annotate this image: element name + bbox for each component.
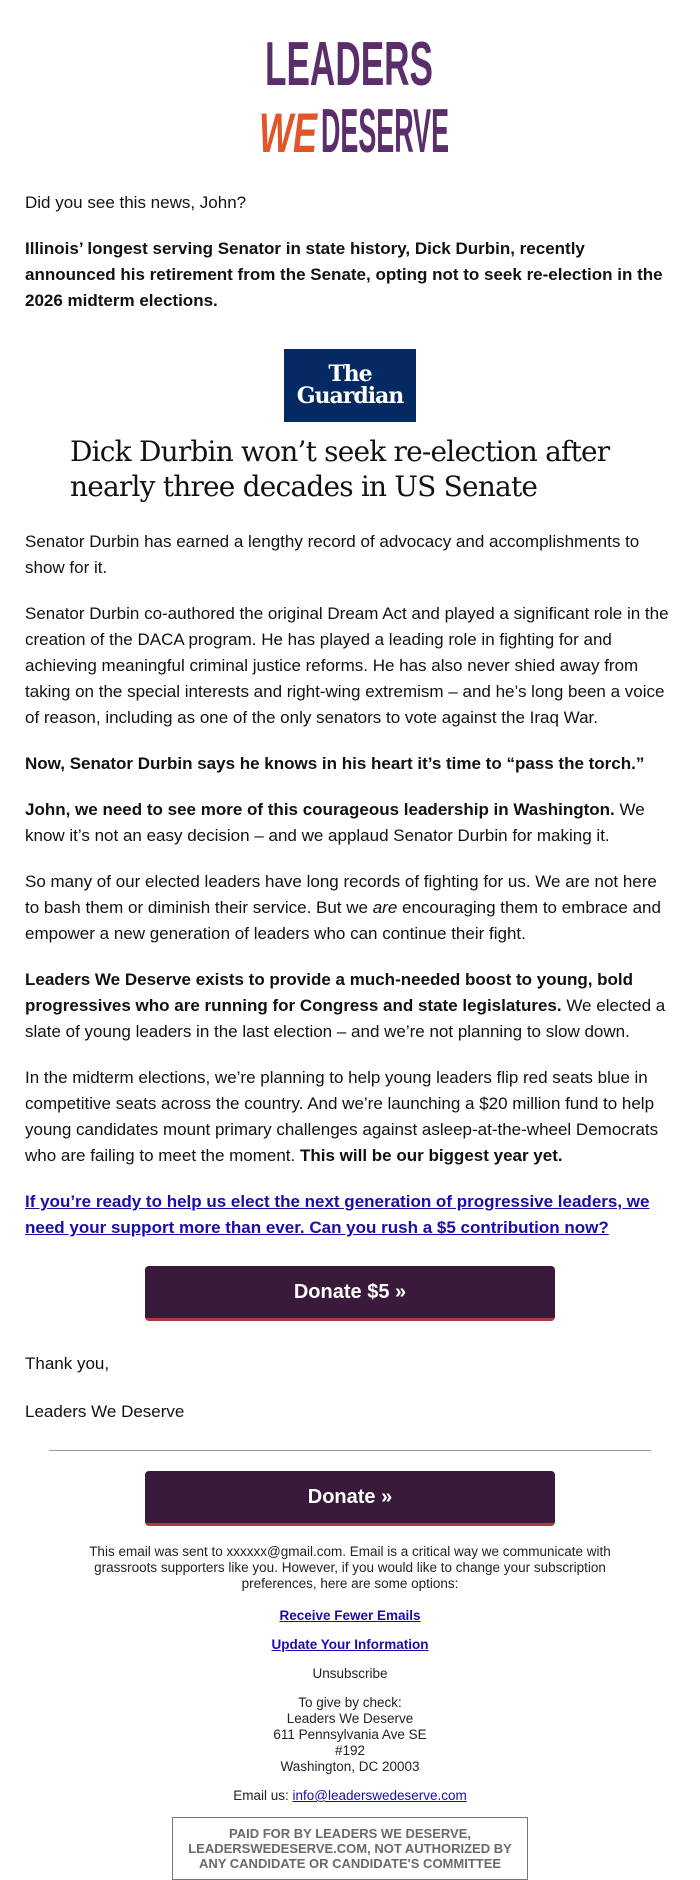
unsubscribe-link[interactable]: Unsubscribe [312, 1666, 388, 1681]
logo-deserve-text: DESERVE [321, 97, 449, 160]
paragraph-pass-torch [25, 751, 675, 777]
receive-fewer-emails-link[interactable]: Receive Fewer Emails [279, 1608, 421, 1623]
paragraph-elected-leaders [25, 869, 675, 947]
footer-notice: This email was sent to xxxxxx@gmail.com. Email is a critical way we communicate with grassroots supporters like you. However, if you would like to change your subscription preferences, here are some options: [89, 1544, 611, 1591]
address-name: Leaders We Deserve [286, 1711, 414, 1726]
elected-leaders-a: So many of our elected leaders have long records of fighting for us. We are not here to bash them or diminish their service. But we [25, 872, 657, 917]
mission-bold: Leaders We Deserve exists to provide a much-needed boost to young, bold progressives who are running for Congress and state legislatures. [25, 970, 634, 1015]
elected-leaders-em: are [372, 898, 398, 917]
midterms-bold: This will be our biggest year yet. [299, 1146, 563, 1165]
update-information-link[interactable]: Update Your Information [271, 1637, 429, 1652]
email-label: Email us: [233, 1788, 293, 1803]
paragraph-record: Senator Durbin has earned a lengthy record of advocacy and accomplishments to show for it. [25, 532, 640, 577]
logo-we-text: WE [259, 101, 319, 160]
logo-wordmark [235, 30, 465, 160]
paid-for-disclaimer: PAID FOR BY LEADERS WE DESERVE, LEADERSWEDESERVE.COM, NOT AUTHORIZED BY ANY CANDIDATE OR CANDIDATE'S COMMITTEE [172, 1817, 528, 1880]
contribution-cta-link[interactable]: If you’re ready to help us elect the next generation of progressive leaders, we need your support more than ever. Can you rush a $5 contribution now? [25, 1192, 650, 1237]
guardian-logo-line2: Guardian [296, 383, 404, 409]
greeting: Did you see this news, John? [25, 193, 247, 212]
address-street: 611 Pennsylvania Ave SE [273, 1727, 427, 1742]
pass-torch-text: Now, Senator Durbin says he knows in his heart it’s time to “pass the torch.” [25, 754, 645, 773]
leaders-we-deserve-logo [0, 30, 700, 160]
donate-5-button[interactable]: Donate $5 » [145, 1266, 555, 1321]
check-label: To give by check: [298, 1695, 402, 1710]
mailing-address [25, 1695, 675, 1775]
email-content [25, 190, 675, 1880]
intro-paragraph: Illinois’ longest serving Senator in state history, Dick Durbin, recently announced his retirement from the Senate, opting not to seek re-election in the 2026 midterm elections. [25, 239, 663, 310]
footer [25, 1544, 675, 1880]
contact-email [25, 1788, 675, 1804]
news-headline: Dick Durbin won’t seek re-election after nearly three decades in US Senate [70, 435, 610, 503]
paragraph-courageous [25, 797, 675, 849]
courageous-rest: We know it’s not an easy decision – and we applaud Senator Durbin for making it. [25, 800, 645, 845]
guardian-logo-line1: The [328, 361, 372, 387]
thanks-text: Thank you, [25, 1354, 110, 1373]
elected-leaders-b: encouraging them to embrace and empower a new generation of leaders who can continue their fight. [25, 898, 661, 943]
guardian-logo [284, 349, 416, 422]
mission-rest: We elected a slate of young leaders in the last election – and we’re not planning to slow down. [25, 996, 666, 1041]
address-unit: #192 [334, 1743, 366, 1758]
address-city: Washington, DC 20003 [280, 1759, 420, 1774]
donate-button[interactable]: Donate » [145, 1471, 555, 1526]
paragraph-mission [25, 967, 675, 1045]
signoff-text: Leaders We Deserve [25, 1402, 185, 1421]
paragraph-midterms [25, 1065, 675, 1169]
courageous-bold: John, we need to see more of this courageous leadership in Washington. [25, 800, 615, 819]
logo-leaders-text: LEADERS [265, 30, 433, 99]
midterms-text: In the midterm elections, we’re planning to help young leaders flip red seats blue in competitive seats across the country. And we’re launching a $20 million fund to help young candidates mount primary challenges against asleep-at-the-wheel Democrats who are failing to meet the moment. [25, 1068, 659, 1165]
email-address-link[interactable]: info@leaderswedeserve.com [292, 1788, 467, 1803]
paragraph-dream-act: Senator Durbin co-authored the original Dream Act and played a significant role in the creation of the DACA program. He has played a leading role in fighting for and achieving meaningful criminal justice reforms. He has also never shied away from taking on the special interests and right-wing extremism – and he’s long been a voice of reason, including as one of the only senators to vote against the Iraq War. [25, 604, 669, 727]
divider [49, 1450, 651, 1451]
